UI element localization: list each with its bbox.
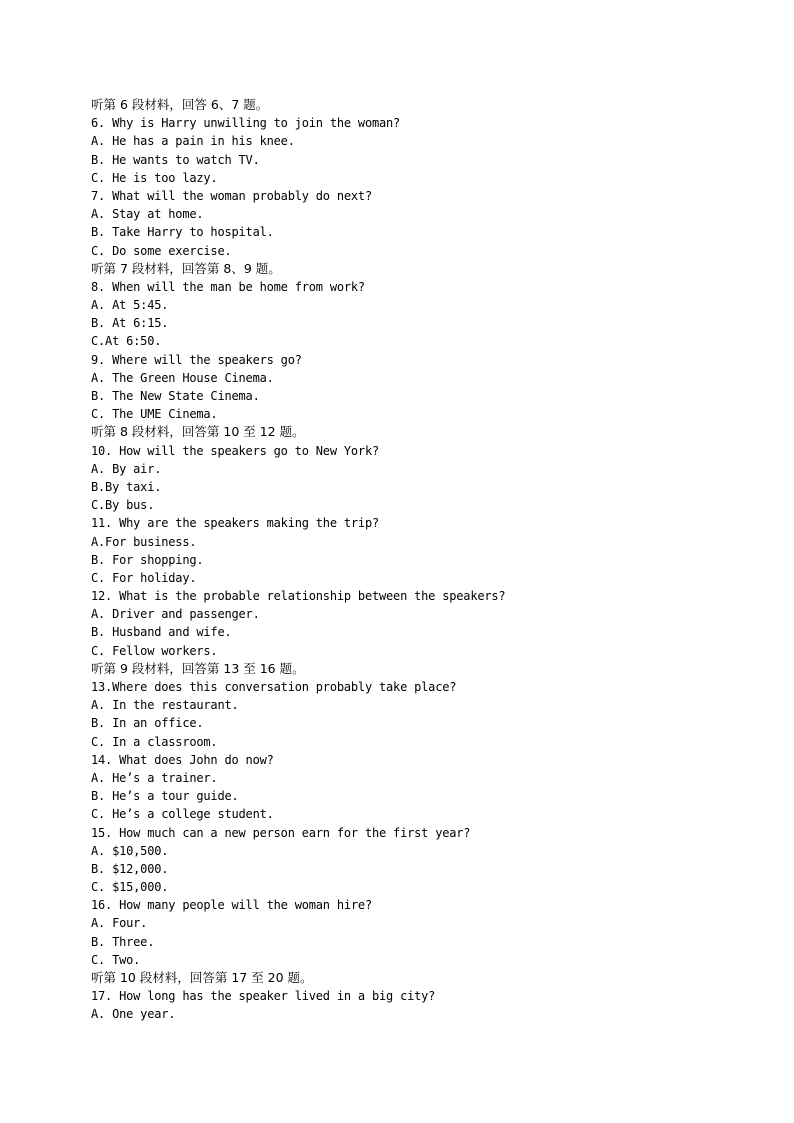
option-12c: C. Fellow workers.: [91, 643, 218, 658]
question-14: 14. What does John do now?: [91, 752, 274, 767]
option-16b: B. Three.: [91, 934, 155, 949]
question-17: 17. How long has the speaker lived in a big city?: [91, 989, 436, 1004]
option-9a: A. The Green House Cinema.: [91, 370, 274, 385]
question-6: 6. Why is Harry unwilling to join the woman?: [91, 116, 401, 131]
question-8: 8. When will the man be home from work?: [91, 279, 365, 294]
option-16c: C. Two.: [91, 952, 141, 967]
option-9b: B. The New State Cinema.: [91, 389, 260, 403]
question-9: 9. Where will the speakers go?: [91, 352, 302, 367]
option-7a: A. Stay at home.: [91, 207, 204, 222]
option-11a: A.For business.: [91, 534, 197, 549]
option-15b: B. $12,000.: [91, 861, 169, 876]
question-13: 13.Where does this conversation probably take place?: [91, 680, 457, 694]
section-heading-6: 听第 6 段材料，回答 6、7 题。: [91, 97, 269, 112]
option-8a: A. At 5:45.: [91, 298, 169, 313]
option-9c: C. The UME Cinema.: [91, 407, 218, 422]
question-16: 16. How many people will the woman hire?: [91, 898, 372, 913]
question-11: 11. Why are the speakers making the trip?: [91, 516, 380, 531]
option-6b: B. He wants to watch TV.: [91, 152, 260, 167]
option-6a: A. He has a pain in his knee.: [91, 134, 295, 149]
option-8b: B. At 6:15.: [91, 316, 169, 331]
option-10a: A. By air.: [91, 461, 162, 476]
section-heading-10: 听第 10 段材料，回答第 17 至 20 题。: [91, 970, 313, 985]
option-7b: B. Take Harry to hospital.: [91, 225, 274, 240]
option-13a: A. In the restaurant.: [91, 698, 239, 713]
question-12: 12. What is the probable relationship between the speakers?: [91, 589, 506, 604]
option-14c: C. He’s a college student.: [91, 807, 274, 822]
option-10b: B.By taxi.: [91, 479, 162, 494]
question-10: 10. How will the speakers go to New York?: [91, 443, 380, 458]
option-17a: A. One year.: [91, 1007, 176, 1022]
option-13b: B. In an office.: [91, 716, 204, 731]
question-15: 15. How much can a new person earn for the first year?: [91, 825, 471, 840]
question-7: 7. What will the woman probably do next?: [91, 188, 372, 203]
option-7c: C. Do some exercise.: [91, 243, 232, 258]
option-14a: A. He’s a trainer.: [91, 770, 218, 785]
section-heading-9: 听第 9 段材料，回答第 13 至 16 题。: [91, 660, 305, 676]
option-11b: B. For shopping.: [91, 552, 204, 567]
document-page: [91, 96, 731, 1024]
option-6c: C. He is too lazy.: [91, 170, 218, 185]
option-12a: A. Driver and passenger.: [91, 607, 260, 622]
section-heading-7: 听第 7 段材料，回答第 8、9 题。: [91, 260, 281, 276]
option-16a: A. Four.: [91, 916, 148, 931]
option-15a: A. $10,500.: [91, 843, 169, 858]
option-12b: B. Husband and wife.: [91, 625, 232, 640]
option-11c: C. For holiday.: [91, 570, 197, 585]
option-10c: C.By bus.: [91, 498, 155, 513]
option-13c: C. In a classroom.: [91, 734, 218, 749]
option-8c: C.At 6:50.: [91, 334, 162, 349]
option-14b: B. He’s a tour guide.: [91, 789, 239, 804]
option-15c: C. $15,000.: [91, 880, 169, 895]
section-heading-8: 听第 8 段材料，回答第 10 至 12 题。: [91, 424, 305, 440]
